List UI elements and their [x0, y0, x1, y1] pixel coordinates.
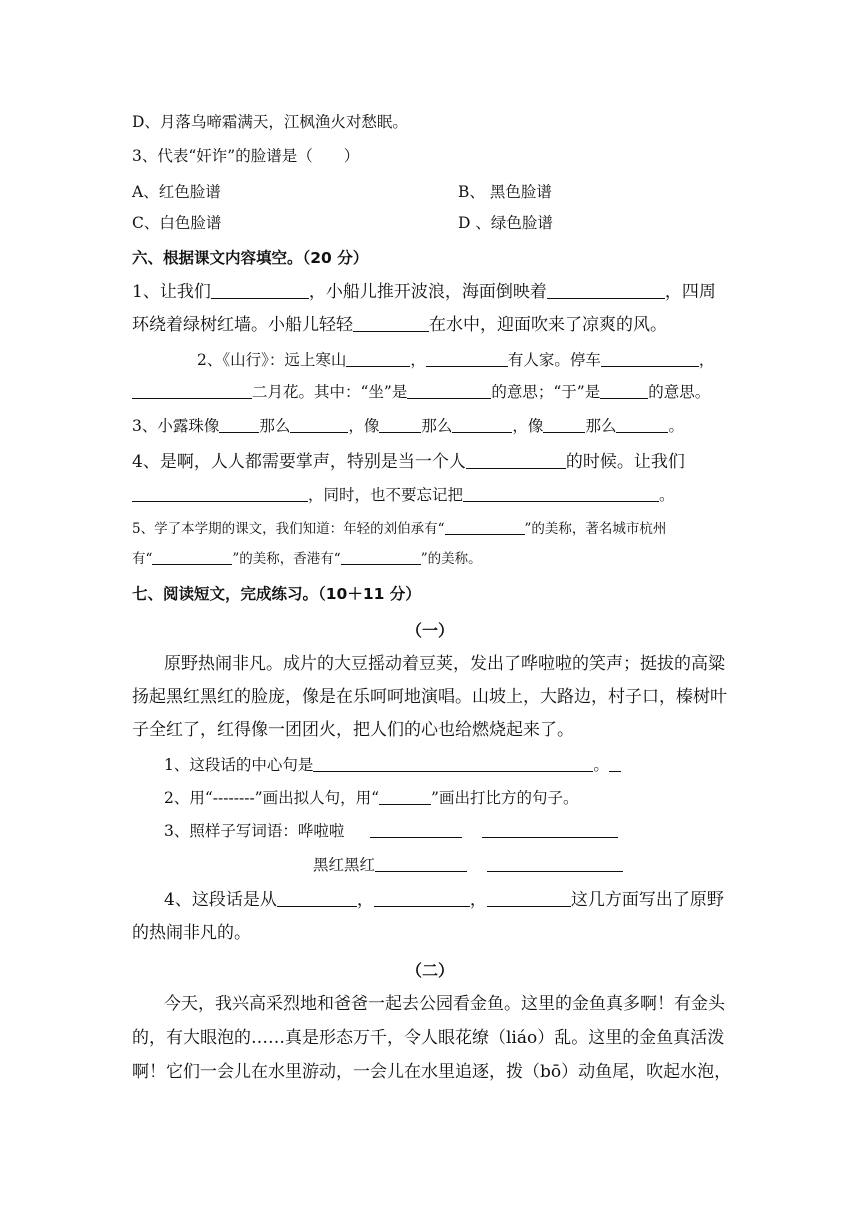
blank-input[interactable]	[445, 521, 525, 536]
blank-input[interactable]	[601, 351, 699, 368]
fill-line-4	[132, 382, 710, 402]
option-a[interactable]: A、红色脸谱	[132, 183, 221, 201]
option-d-face[interactable]: D 、绿色脸谱	[458, 214, 553, 232]
text: ，	[698, 351, 715, 369]
fill-line-7	[132, 485, 675, 505]
fill-line-6	[132, 451, 685, 473]
passage-2-line-2: 的，有大眼泡的……真是形态万千，令人眼花缭（liáo）乱。这里的金鱼真活泼	[132, 1028, 725, 1048]
fill-line-3	[197, 350, 714, 370]
text: 1、这段话的中心句是	[164, 756, 314, 774]
blank-input[interactable]	[370, 822, 462, 839]
fill-line-9	[132, 550, 482, 568]
question-3-words	[164, 821, 618, 841]
text: 这几方面写出了原野	[570, 890, 724, 910]
blank-input[interactable]	[341, 551, 421, 566]
passage-2-line-1: 今天，我兴高采烈地和爸爸一起去公园看金鱼。这里的金鱼真多啊！有金头	[164, 994, 725, 1014]
question-4-end: 的热闹非凡的。	[132, 923, 251, 943]
text: 4、这段话是从	[164, 890, 277, 910]
blank-input[interactable]	[290, 417, 348, 434]
blank-input[interactable]	[379, 417, 421, 434]
blank-input[interactable]	[219, 417, 259, 434]
blank-input[interactable]	[277, 889, 357, 907]
blank-input[interactable]	[375, 856, 467, 873]
section-6-title: 六、根据课文内容填空。（20 分）	[132, 249, 369, 267]
blank-input[interactable]	[547, 281, 665, 299]
blank-input[interactable]	[487, 889, 571, 907]
text: ，	[410, 351, 426, 369]
text: 那么	[421, 417, 453, 435]
option-c[interactable]: C、白色脸谱	[132, 214, 222, 232]
text: ，	[356, 890, 374, 910]
fill-line-8	[132, 520, 666, 538]
blank-input[interactable]	[132, 383, 252, 400]
blank-input[interactable]	[374, 889, 470, 907]
passage-1-line-2: 扬起黑红黑红的脸庞，像是在乐呵呵地演唱。山坡上，大路边，村子口，榛树叶	[132, 687, 727, 707]
text: 的意思；“于”是	[491, 383, 601, 401]
text: ”的美称，香港有“	[232, 551, 341, 567]
blank-input[interactable]	[379, 789, 431, 806]
text: 。	[659, 486, 675, 504]
question-2	[164, 788, 578, 808]
text: ，四周	[664, 282, 716, 302]
blank-input[interactable]	[482, 822, 618, 839]
text: 4、是啊，人人都需要掌声，特别是当一个人	[132, 452, 466, 472]
blank-input[interactable]	[152, 551, 232, 566]
blank-input[interactable]	[211, 281, 309, 299]
text: ”的美称。	[420, 551, 482, 567]
blank-input[interactable]	[407, 383, 491, 400]
text: 环绕着绿树红墙。小船儿轻轻	[132, 315, 353, 335]
blank-input[interactable]	[132, 486, 308, 503]
blank-input[interactable]	[487, 856, 623, 873]
question-3: 3、代表“奸诈”的脸谱是（ ）	[132, 147, 360, 165]
section-7-title: 七、阅读短文，完成练习。（10＋11 分）	[132, 585, 421, 603]
blank-input[interactable]	[543, 417, 585, 434]
fill-line-5	[132, 416, 684, 436]
blank-input[interactable]	[609, 756, 621, 773]
text: 黑红黑红	[313, 856, 376, 874]
question-3-words-2	[313, 855, 623, 875]
text: 3、照样子写词语：哗啦啦	[164, 822, 345, 840]
text: 5、学了本学期的课文，我们知道：年轻的刘伯承有“	[132, 521, 445, 537]
text: 有“	[132, 551, 153, 567]
blank-input[interactable]	[600, 383, 648, 400]
question-1	[164, 755, 621, 775]
passage-2-line-3: 啊！它们一会儿在水里游动，一会儿在水里追逐，拨（bō）动鱼尾，吹起水泡，	[132, 1062, 732, 1082]
part-2-title: （二）	[405, 961, 454, 980]
text: ，像	[348, 417, 380, 435]
question-4	[164, 889, 724, 911]
text: 1、让我们	[132, 282, 211, 302]
passage-1-line-1: 原野热闹非凡。成片的大豆摇动着豆荚，发出了哗啦啦的笑声；挺拔的高粱	[164, 654, 725, 674]
passage-1-line-3: 子全红了，红得像一团团火，把人们的心也给燃烧起来了。	[132, 720, 574, 740]
text: 在水中，迎面吹来了凉爽的风。	[429, 315, 667, 335]
text: ，	[469, 890, 487, 910]
blank-input[interactable]	[466, 451, 566, 469]
blank-input[interactable]	[426, 351, 508, 368]
text: 2、用“--------”画出拟人句，用“	[164, 789, 380, 807]
text: 。	[668, 417, 684, 435]
text: ”画出打比方的句子。	[431, 789, 579, 807]
option-b[interactable]: B、 黑色脸谱	[458, 183, 552, 201]
text: 二月花。其中：“坐”是	[252, 383, 408, 401]
text: 那么	[259, 417, 291, 435]
blank-input[interactable]	[616, 417, 668, 434]
text: 2、《山行》：远上寒山	[197, 351, 347, 369]
fill-line-1	[132, 281, 716, 303]
text: 。	[593, 756, 609, 774]
text: 的意思。	[648, 383, 711, 401]
blank-input[interactable]	[452, 417, 512, 434]
blank-input[interactable]	[346, 351, 410, 368]
part-1-title: （一）	[405, 621, 454, 640]
blank-input[interactable]	[463, 486, 659, 503]
text: ，像	[512, 417, 544, 435]
text: 那么	[585, 417, 617, 435]
text: ”的美称，著名城市杭州	[524, 521, 667, 537]
text: ，小船儿推开波浪，海面倒映着	[308, 282, 547, 302]
blank-input[interactable]	[353, 314, 429, 332]
blank-input[interactable]	[313, 756, 593, 773]
text: 3、小露珠像	[132, 417, 220, 435]
text: 有人家。停车	[507, 351, 601, 369]
text: ，同时，也不要忘记把	[308, 486, 464, 504]
fill-line-2	[132, 314, 667, 336]
text: 的时候。让我们	[565, 452, 685, 472]
option-d: D、月落乌啼霜满天，江枫渔火对愁眠。	[132, 113, 408, 131]
